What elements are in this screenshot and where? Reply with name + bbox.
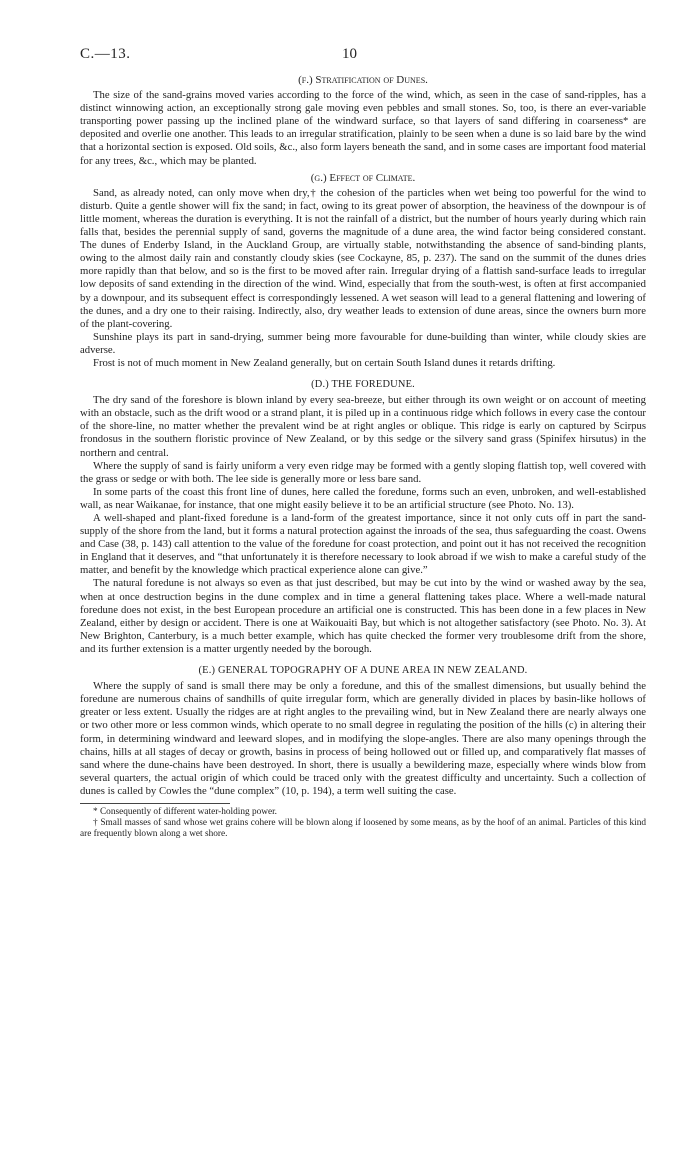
paragraph: Where the supply of sand is small there may be only a foredune, and this of the smallest dimensions, but usually behind the foredune are numerous chains of sandhills of quite irregular form, which are generally divided in places by basin-like hollows of greater or less extent. Usually the ridges are at right angles to the prevailing wind, but in New Zealand there are nearly always one or two other more or less common winds, which operate to no small degree in regulating the position of the hills (c) in altering their form, in determining windward and leeward slopes, and in modifying the slope-angles. There are also many openings through the chains, hills at all stages of decay or growth, basins in process of being hollowed out or filled up, and comparatively flat masses of sand where the dune-chains have been destroyed. In short, there is usually a bewildering maze, especially where winds blow from several quarters, the actual origin of which could be traced only with the greatest difficulty and uncertainty. Such a collection of dunes is called by Cowles the “dune complex” (10, p. 194), a term well suiting the case. xyxy=(80,680,646,797)
section-heading-foredune: (D.) THE FOREDUNE. xyxy=(311,379,415,391)
page-number: 10 xyxy=(342,46,357,62)
section-heading-climate: (g.) Effect of Climate. xyxy=(310,171,416,184)
footnote-divider xyxy=(80,803,230,804)
document-reference: C.—13. xyxy=(80,46,131,62)
paragraph: The natural foredune is not always so even as that just described, but may be cut into by the wind or washed away by the sea, when at once destruction begins in the dune complex and in time a general flattening takes place. Where a well-made natural foredune does not exist, in the best European procedure an artificial one is constructed. This has been done in a few places in New Zealand, either by design or accident. There is one at Waikouaiti Bay, but which is not altogether satisfactory (see Photo. No. 3). At New Brighton, Canterbury, is a much better example, which has quite checked the former very troublesome drift from the shore, and its further extension is a matter urgently needed by the borough. xyxy=(80,577,646,655)
section-heading-topography: (E.) GENERAL TOPOGRAPHY OF A DUNE AREA IN NEW ZEALAND. xyxy=(198,665,528,677)
paragraph: Where the supply of sand is fairly uniform a very even ridge may be formed with a gently sloping flattish top, well covered with the grass or sedge or with both. The lee side is generally more or less bare sand. xyxy=(80,459,646,485)
paragraph: In some parts of the coast this front line of dunes, here called the foredune, forms such an even, unbroken, and well-established wall, as near Waikanae, for instance, that one might easily believe it to be an artificial structure (see Photo. No. 13). xyxy=(80,485,646,511)
footnote: * Consequently of different water-holding power. xyxy=(93,806,277,817)
footnote: † Small masses of sand whose wet grains cohere will be blown along if loosened by some means, as by the hoof of an animal. Particles of this kind are frequently blown along a wet shore. xyxy=(80,818,646,840)
paragraph: Frost is not of much moment in New Zealand generally, but on certain South Island dunes it retards drifting. xyxy=(93,356,556,369)
page-header xyxy=(80,48,646,70)
section-heading-stratification: (f.) Stratification of Dunes. xyxy=(298,74,428,86)
paragraph: A well-shaped and plant-fixed foredune is a land-form of the greatest importance, since it not only cuts off in part the sand-supply of the shore from the land, but it forms a natural protection against the inroads of the sea, thus safeguarding the coast. Owens and Case (38, p. 143) call attention to the value of the foredune for coast protection, and point out it has not received the recognition in England that it deserves, and “that unfortunately it is therefore necessary to look abroad if we wish to make a careful study of the matter, and benefit by the knowledge which practical experience alone can give.” xyxy=(80,512,646,577)
paragraph: Sand, as already noted, can only move when dry,† the cohesion of the particles when wet being too powerful for the wind to disturb. Quite a gentle shower will fix the sand; in fact, owing to its great power of absorption, the heaviness of the downpour is of little moment, whereas the duration is everything. It is not the rainfall of a district, but the number of hours yearly during which rain falls that, besides the perennial supply of sand, governs the magnitude of a dune area, the wind factor being considered constant. The dunes of Enderby Island, in the Auckland Group, are virtually stable, notwithstanding the absence of sand-binding plants, owing to the almost daily rain and constantly cloudy skies (see Cockayne, 85, p. 237). The sand on the summit of the dunes dries more rapidly than that below, and so is the first to be moved after rain. Irregular drying of a flattish sand-surface leads to irregular low deposits of sand extending in the direction of the wind. Wind, especially that from the south-west, is often at first accompanied by a downpour, and its subsequent effect is correspondingly lessened. A wet season will lead to a general flattening and lowering of the dunes, and a dry one to their raising. Indirectly, also, dry weather leads to extension of dune areas, since the owners burn more of the plant-covering. xyxy=(80,186,646,330)
paragraph: The dry sand of the foreshore is blown inland by every sea-breeze, but either through its own weight or on account of meeting with an obstacle, such as the drift wood or a strand plant, it is piled up in a continuous ridge which follows in every case the contour of the shore-line, no matter whether the prevalent wind be at right angles or oblique. This ridge is early on captured by Scirpus frondosus in the southern floristic province of New Zealand, or by this sedge or the silvery sand grass (Spinifex hirsutus) in the northern and central. xyxy=(80,394,646,459)
paragraph: Sunshine plays its part in sand-drying, summer being more favourable for dune-building than winter, while cloudy skies are adverse. xyxy=(80,330,646,356)
paragraph: The size of the sand-grains moved varies according to the force of the wind, which, as seen in the case of sand-ripples, has a distinct winnowing action, an exceptionally strong gale moving even pebbles and small stones. So, too, is there an ever-variable transporting power passing up the inclined plane of the windward surface, so that layers of sand differing in coarseness* are deposited and overlie one another. This leads to an irregular stratification, plainly to be seen when a dune is so laid bare by the wind that a horizontal section is exposed. Old soils, &c., also form layers beneath the sand, and in some cases are important food material for any trees, &c., which may be planted. xyxy=(80,89,646,167)
